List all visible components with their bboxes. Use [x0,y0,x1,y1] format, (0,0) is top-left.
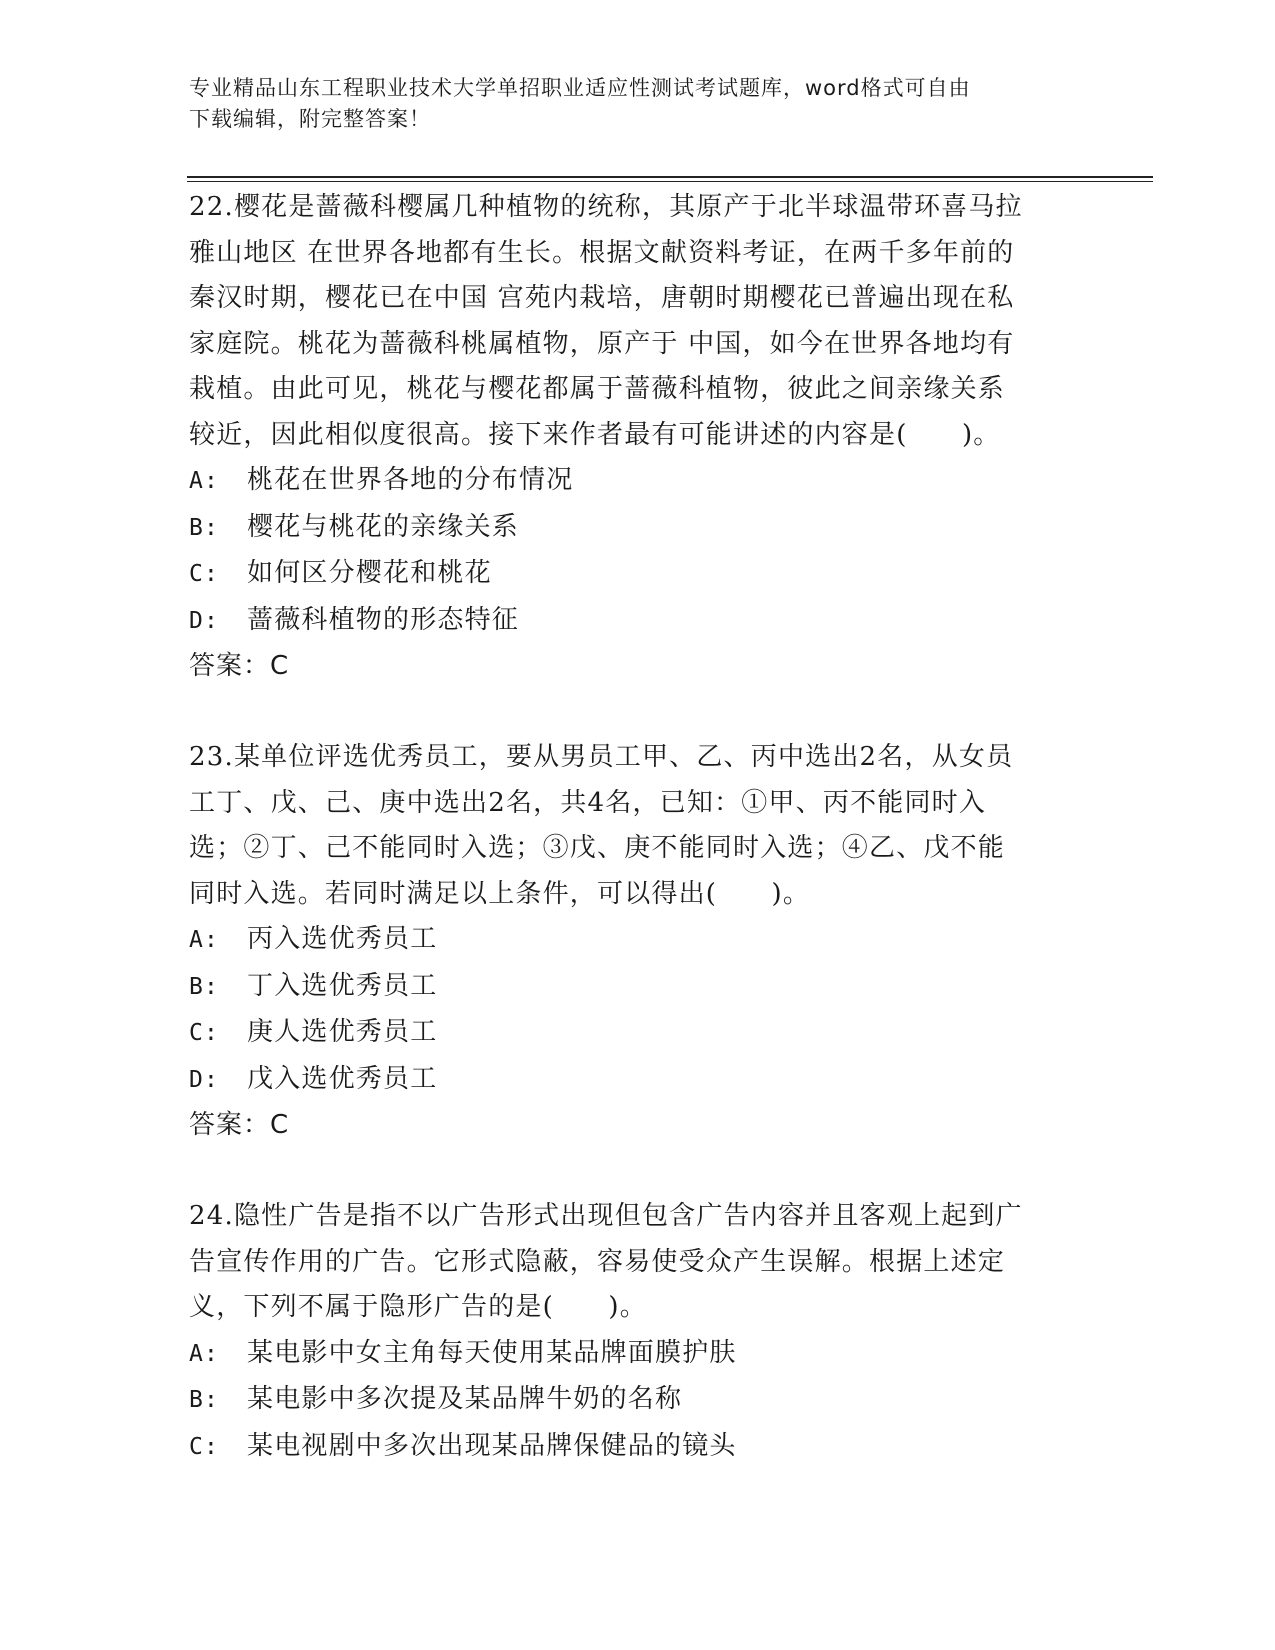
option-letter: C: [189,1020,220,1046]
option-c [189,551,1089,598]
question-22 [189,185,1089,690]
option-list [189,917,1089,1103]
option-text: 桃花在世界各地的分布情况 [247,465,574,495]
stem-line: 家庭院。桃花为蔷薇科桃属植物，原产于 中国，如今在世界各地均有 [189,328,1015,359]
option-a [189,458,1089,505]
option-b [189,1377,1089,1424]
option-letter: D: [189,607,220,634]
question-list [189,185,1089,1470]
stem-line: 24.隐性广告是指不以广告形式出现但包含广告内容并且客观上起到广 [189,1201,1023,1231]
header-line-2: 下载编辑，附完整答案！ [189,107,431,131]
option-letter: A: [189,468,220,494]
option-letter: B: [189,514,220,541]
option-text: 某电视剧中多次出现某品牌保健品的镜头 [247,1430,737,1461]
stem-line: 22.樱花是蔷薇科樱属几种植物的统称，其原产于北半球温带环喜马拉 [189,192,1023,222]
option-a [189,1331,1089,1378]
header-divider-thin [187,181,1153,182]
option-c [189,1424,1089,1471]
option-letter: B: [189,1387,220,1413]
option-letter: A: [189,1340,220,1367]
question-23 [189,735,1089,1149]
stem-line: 雅山地区 在世界各地都有生长。根据文献资料考证，在两千多年前的 [189,237,1015,268]
stem-line: 义，下列不属于隐形广告的是( )。 [189,1292,647,1322]
option-text: 如何区分樱花和桃花 [247,558,492,588]
option-a [189,917,1089,964]
option-d [189,598,1089,645]
stem-line: 较近，因此相似度很高。接下来作者最有可能讲述的内容是( )。 [189,419,1001,450]
page-header [189,73,1069,135]
stem-line: 23.某单位评选优秀员工，要从男员工甲、乙、丙中选出2名，从女员 [189,742,1014,772]
question-stem [189,735,1089,917]
question-spacer [189,1149,1089,1195]
option-letter: A: [189,927,220,953]
option-c [189,1010,1089,1057]
option-letter: C: [189,561,220,587]
option-letter: B: [189,973,220,1000]
header-line-1: 专业精品山东工程职业技术大学单招职业适应性测试考试题库，word格式可自由 [189,76,971,100]
option-text: 蔷薇科植物的形态特征 [247,604,520,635]
question-stem [189,185,1089,458]
option-text: 某电影中女主角每天使用某品牌面膜护肤 [247,1337,737,1368]
option-text: 丙入选优秀员工 [247,924,438,954]
stem-line: 告宣传作用的广告。它形式隐蔽，容易使受众产生误解。根据上述定 [189,1246,1006,1277]
option-text: 戊入选优秀员工 [247,1063,438,1094]
answer-line: 答案：C [189,1110,290,1140]
stem-line: 栽植。由此可见，桃花与樱花都属于蔷薇科植物，彼此之间亲缘关系 [189,374,1006,404]
question-spacer [189,690,1089,736]
option-letter: C: [189,1433,220,1460]
option-list [189,1331,1089,1471]
stem-line: 工丁、戊、己、庚中选出2名，共4名，已知：①甲、丙不能同时入 [189,787,987,818]
header-divider-thick [187,176,1153,178]
option-text: 樱花与桃花的亲缘关系 [247,511,520,542]
option-b [189,964,1089,1011]
option-list [189,458,1089,644]
option-b [189,505,1089,552]
stem-line: 同时入选。若同时满足以上条件，可以得出( )。 [189,878,811,909]
question-24 [189,1194,1089,1470]
option-letter: D: [189,1066,220,1093]
stem-line: 选；②丁、己不能同时入选；③戊、庚不能同时入选；④乙、戊不能 [189,833,1006,863]
option-d [189,1057,1089,1104]
answer-line: 答案：C [189,651,290,681]
question-stem [189,1194,1089,1331]
stem-line: 秦汉时期，樱花已在中国 宫苑内栽培，唐朝时期樱花已普遍出现在私 [189,283,1015,313]
option-text: 庚人选优秀员工 [247,1017,438,1047]
option-text: 某电影中多次提及某品牌牛奶的名称 [247,1384,683,1414]
option-text: 丁入选优秀员工 [247,970,438,1001]
